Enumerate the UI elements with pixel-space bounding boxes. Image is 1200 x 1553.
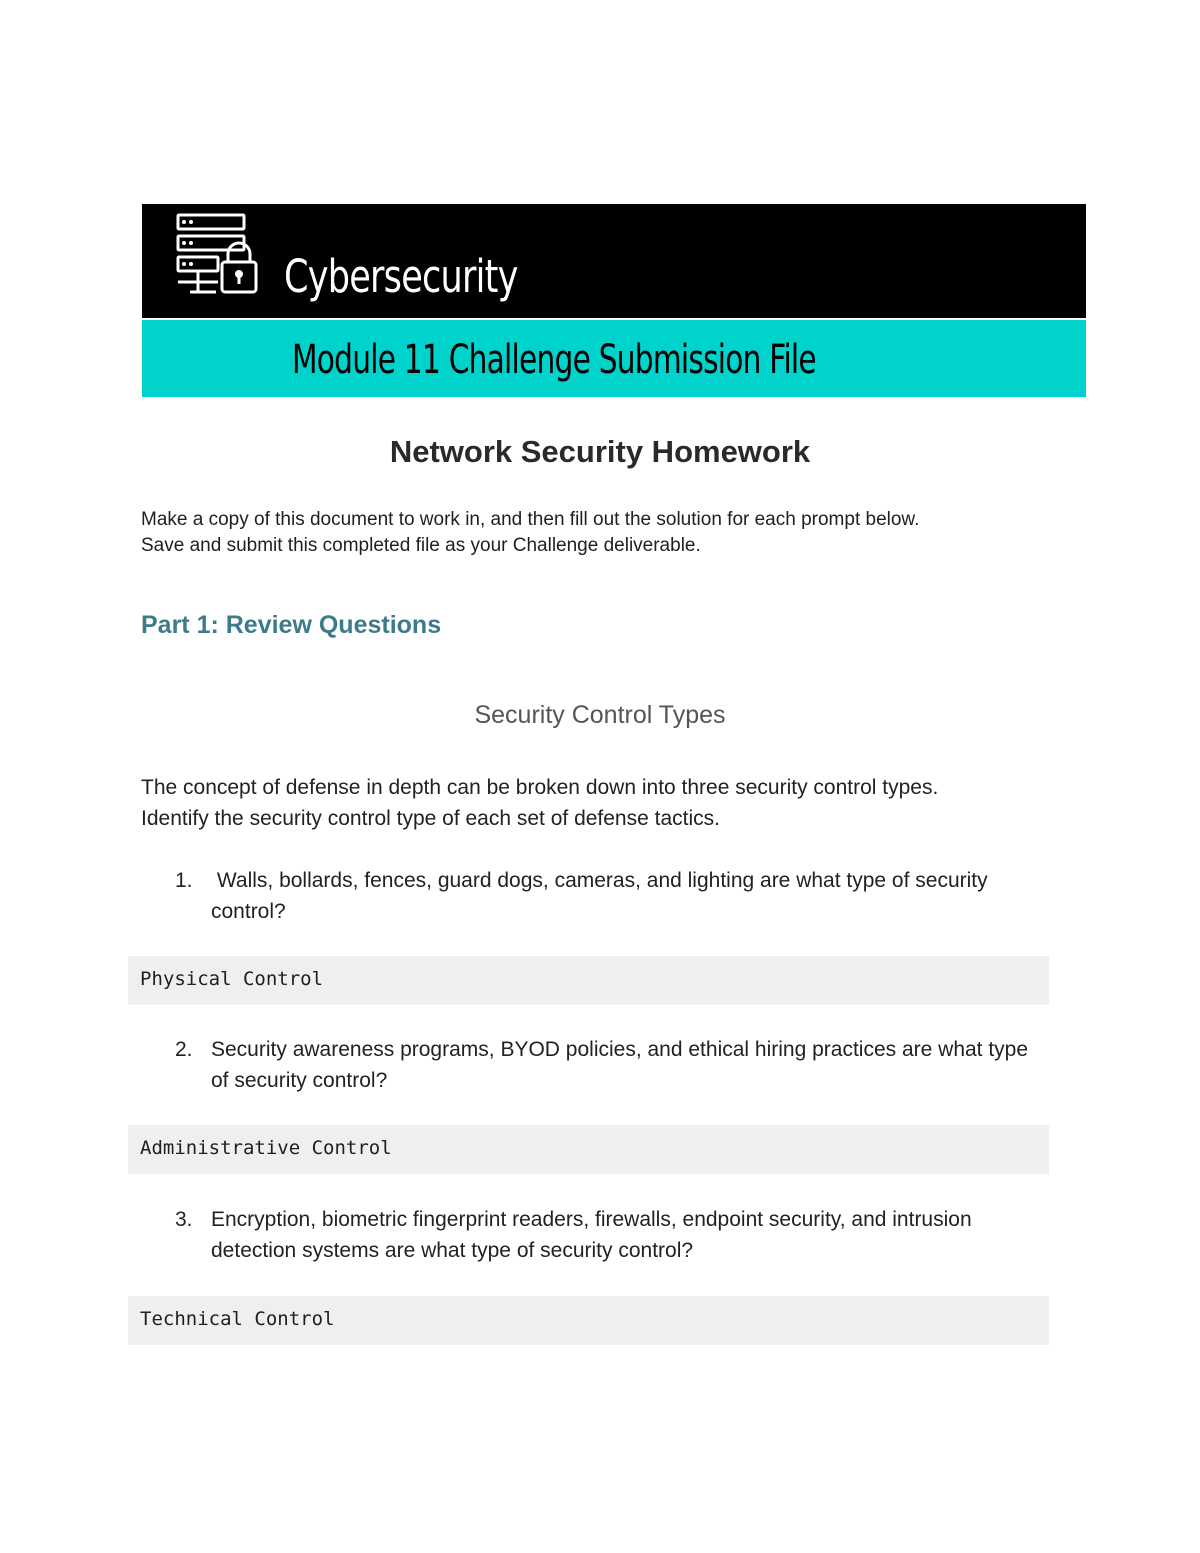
module-title: Module 11 Challenge Submission File (292, 337, 816, 383)
question-text: Security awareness programs, BYOD policies, and ethical hiring practices are what type of security control? (211, 1038, 1029, 1092)
question-number: 1. (175, 869, 193, 892)
brand-name: Cybersecurity (284, 250, 518, 303)
concept-line: The concept of defense in depth can be broken down into three security control types. (141, 776, 939, 799)
question-text: Encryption, biometric fingerprint readers, firewalls, endpoint security, and intrusion detection systems are what type of security control? (211, 1208, 972, 1262)
question-item (141, 865, 1041, 927)
module-banner (142, 320, 1086, 397)
server-lock-icon (176, 212, 262, 298)
answer-box[interactable] (128, 1296, 1049, 1345)
section-heading: Security Control Types (474, 701, 726, 729)
question-number: 2. (175, 1038, 193, 1061)
answer-text: Administrative Control (140, 1137, 392, 1159)
answer-text: Physical Control (140, 968, 324, 990)
document-title: Network Security Homework (389, 434, 811, 469)
question-item (141, 1034, 1041, 1096)
concept-paragraph (141, 772, 1071, 834)
banner-header (142, 204, 1086, 318)
question-number: 3. (175, 1208, 193, 1231)
question-text: Walls, bollards, fences, guard dogs, cameras, and lighting are what type of security control? (211, 869, 994, 923)
answer-box[interactable] (128, 956, 1049, 1005)
question-item (141, 1204, 1041, 1266)
answer-text: Technical Control (140, 1308, 335, 1330)
intro-line: Save and submit this completed file as your Challenge deliverable. (141, 535, 701, 556)
part-heading: Part 1: Review Questions (141, 611, 442, 639)
intro-line: Make a copy of this document to work in, and then fill out the solution for each prompt below. (141, 509, 920, 530)
answer-box[interactable] (128, 1125, 1049, 1174)
intro-paragraph (141, 507, 1081, 559)
concept-line: Identify the security control type of each set of defense tactics. (141, 807, 720, 830)
